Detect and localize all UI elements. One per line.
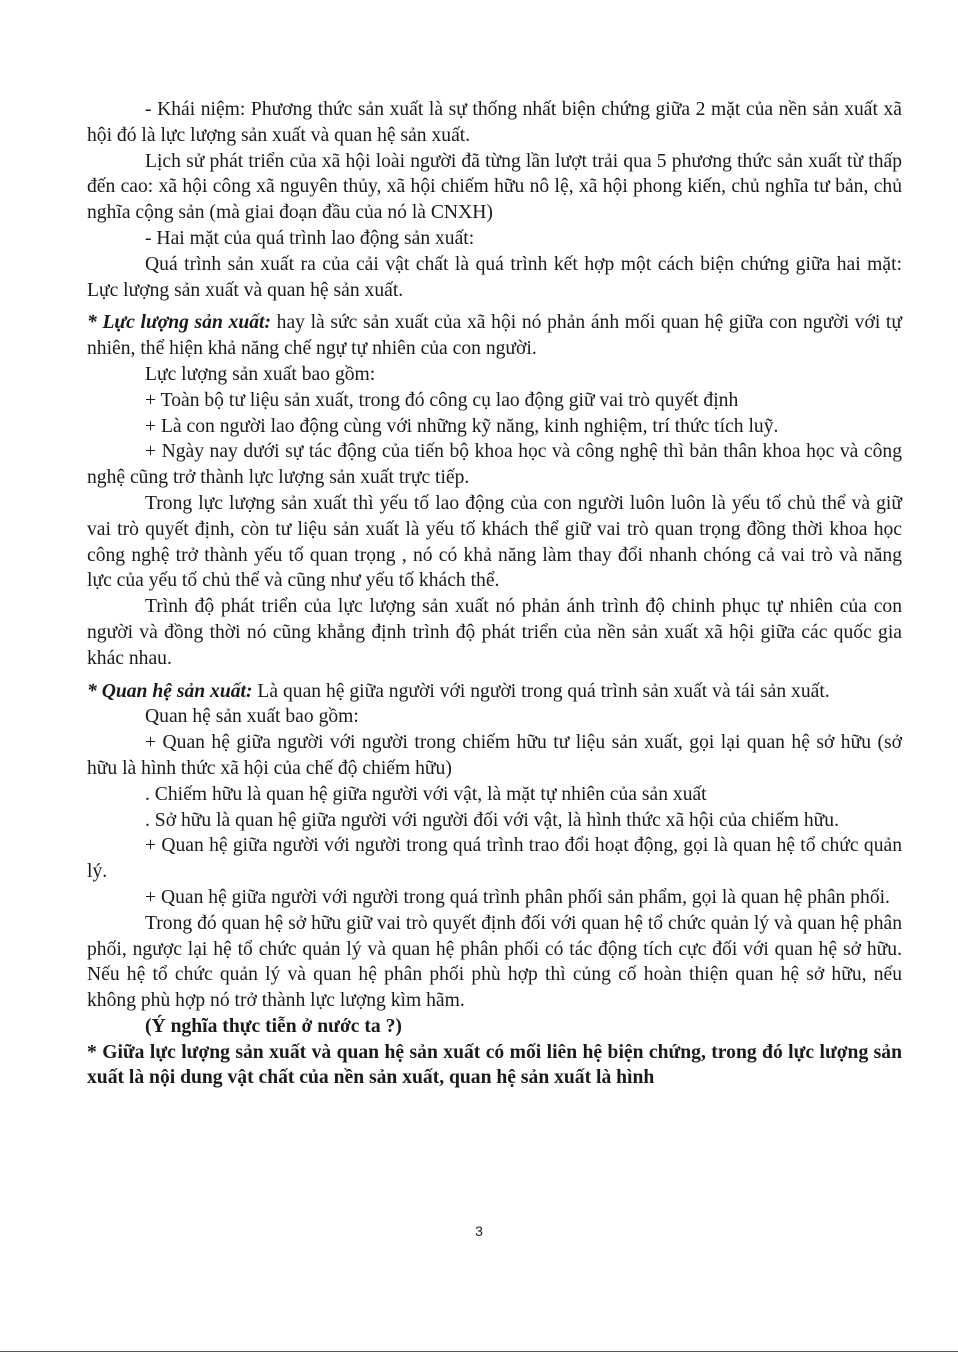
relations-of-production-definition bbox=[87, 679, 902, 705]
productive-forces-text: hay là sức sản xuất của xã hội nó phản ánh mối quan hệ giữa con người với tự nhiên, thể hiện khả năng chế ngự tự nhiên của con người. bbox=[87, 312, 902, 360]
relations-item: + Quan hệ giữa người với người trong quá trình phân phối sản phẩm, gọi là quan hệ phân phối. bbox=[145, 886, 890, 908]
document-body bbox=[87, 97, 902, 1091]
productive-forces-item: + Ngày nay dưới sự tác động của tiến bộ khoa học và công nghệ thì bản thân khoa học và công nghệ cũng trở thành lực lượng sản xuất trực tiếp. bbox=[87, 441, 902, 489]
relations-item: + Quan hệ giữa người với người trong quá trình trao đổi hoạt động, gọi là quan hệ tổ chức quản lý. bbox=[87, 835, 902, 883]
productive-forces-item: + Toàn bộ tư liệu sản xuất, trong đó công cụ lao động giữ vai trò quyết định bbox=[145, 389, 739, 411]
productive-forces-paragraph: Trong lực lượng sản xuất thì yếu tố lao động của con người luôn luôn là yếu tố chủ thể và giữ vai trò quyết định, còn tư liệu sản xuất là yếu tố khách thể giữ vai trò quan trọng đồng thời khoa học công nghệ trở thành yếu tố quan trọng , nó có khả năng làm thay đổi nhanh chóng cả vai trò và năng lực của yếu tố chủ thể và cũng như yếu tố khách thể. bbox=[87, 492, 902, 592]
relations-of-production-text: Là quan hệ giữa người với người trong quá trình sản xuất và tái sản xuất. bbox=[252, 680, 830, 702]
productive-forces-item: + Là con người lao động cùng với những kỹ năng, kinh nghiệm, trí thức tích luỹ. bbox=[145, 415, 779, 437]
meaning-heading: (Ý nghĩa thực tiễn ở nước ta ?) bbox=[145, 1015, 402, 1037]
relations-item: + Quan hệ giữa người với người trong chiếm hữu tư liệu sản xuất, gọi lại quan hệ sở hữu (sở hữu là hình thức xã hội của chế độ chiếm hữu) bbox=[87, 732, 902, 779]
relations-intro: Quan hệ sản xuất bao gồm: bbox=[145, 706, 359, 728]
productive-forces-intro: Lực lượng sản xuất bao gồm: bbox=[145, 363, 376, 385]
concept-paragraph: - Khái niệm: Phương thức sản xuất là sự thống nhất biện chứng giữa 2 mặt của nền sản xuất xã hội đó là lực lượng sản xuất và quan hệ sản xuất. bbox=[87, 99, 902, 146]
production-process-paragraph: Quá trình sản xuất ra của cải vật chất là quá trình kết hợp một cách biện chứng giữa hai mặt: Lực lượng sản xuất và quan hệ sản xuất. bbox=[87, 253, 902, 301]
productive-forces-paragraph: Trình độ phát triển của lực lượng sản xuất nó phản ánh trình độ chinh phục tự nhiên của con người và đồng thời nó cũng khẳng định trình độ phát triển của nền sản xuất xã hội giữa các quốc gia khác nhau. bbox=[87, 596, 902, 669]
dialectical-relation-paragraph: * Giữa lực lượng sản xuất và quan hệ sản xuất có mối liên hệ biện chứng, trong đó lực lượng sản xuất là nội dung vật chất của nền sản xuất, quan hệ sản xuất là hình bbox=[87, 1041, 902, 1089]
history-paragraph: Lịch sử phát triển của xã hội loài người đã từng lần lượt trải qua 5 phương thức sản xuất từ thấp đến cao: xã hội công xã nguyên thủy, xã hội chiếm hữu nô lệ, xã hội phong kiến, chủ nghĩa tư bản, chủ nghĩa cộng sản (mà giai đoạn đầu của nó là CNXH) bbox=[87, 150, 902, 224]
relations-paragraph: Trong đó quan hệ sở hữu giữ vai trò quyết định đối với quan hệ tổ chức quản lý và quan hệ phân phối, ngược lại hệ tổ chức quản lý và quan hệ phân phối có tác động tích cực đối với quan hệ sở hữu. Nếu hệ tổ chức quản lý và quan hệ phân phối phù hợp thì củng cố hoàn thiện quan hệ sở hữu, nếu không phù hợp nó trở thành lực lượng kìm hãm. bbox=[87, 912, 902, 1012]
two-aspects-line: - Hai mặt của quá trình lao động sản xuất: bbox=[145, 227, 475, 249]
productive-forces-label: * Lực lượng sản xuất: bbox=[87, 312, 271, 334]
relations-of-production-label: * Quan hệ sản xuất: bbox=[87, 680, 253, 702]
page-bottom-divider bbox=[0, 1351, 958, 1352]
relations-subitem: . Sở hữu là quan hệ giữa người với người đối với vật, là hình thức xã hội của chiếm hữu. bbox=[145, 809, 839, 831]
productive-forces-definition bbox=[87, 310, 902, 362]
relations-subitem: . Chiếm hữu là quan hệ giữa người với vật, là mặt tự nhiên của sản xuất bbox=[145, 783, 707, 805]
page-number: 3 bbox=[475, 1223, 483, 1239]
